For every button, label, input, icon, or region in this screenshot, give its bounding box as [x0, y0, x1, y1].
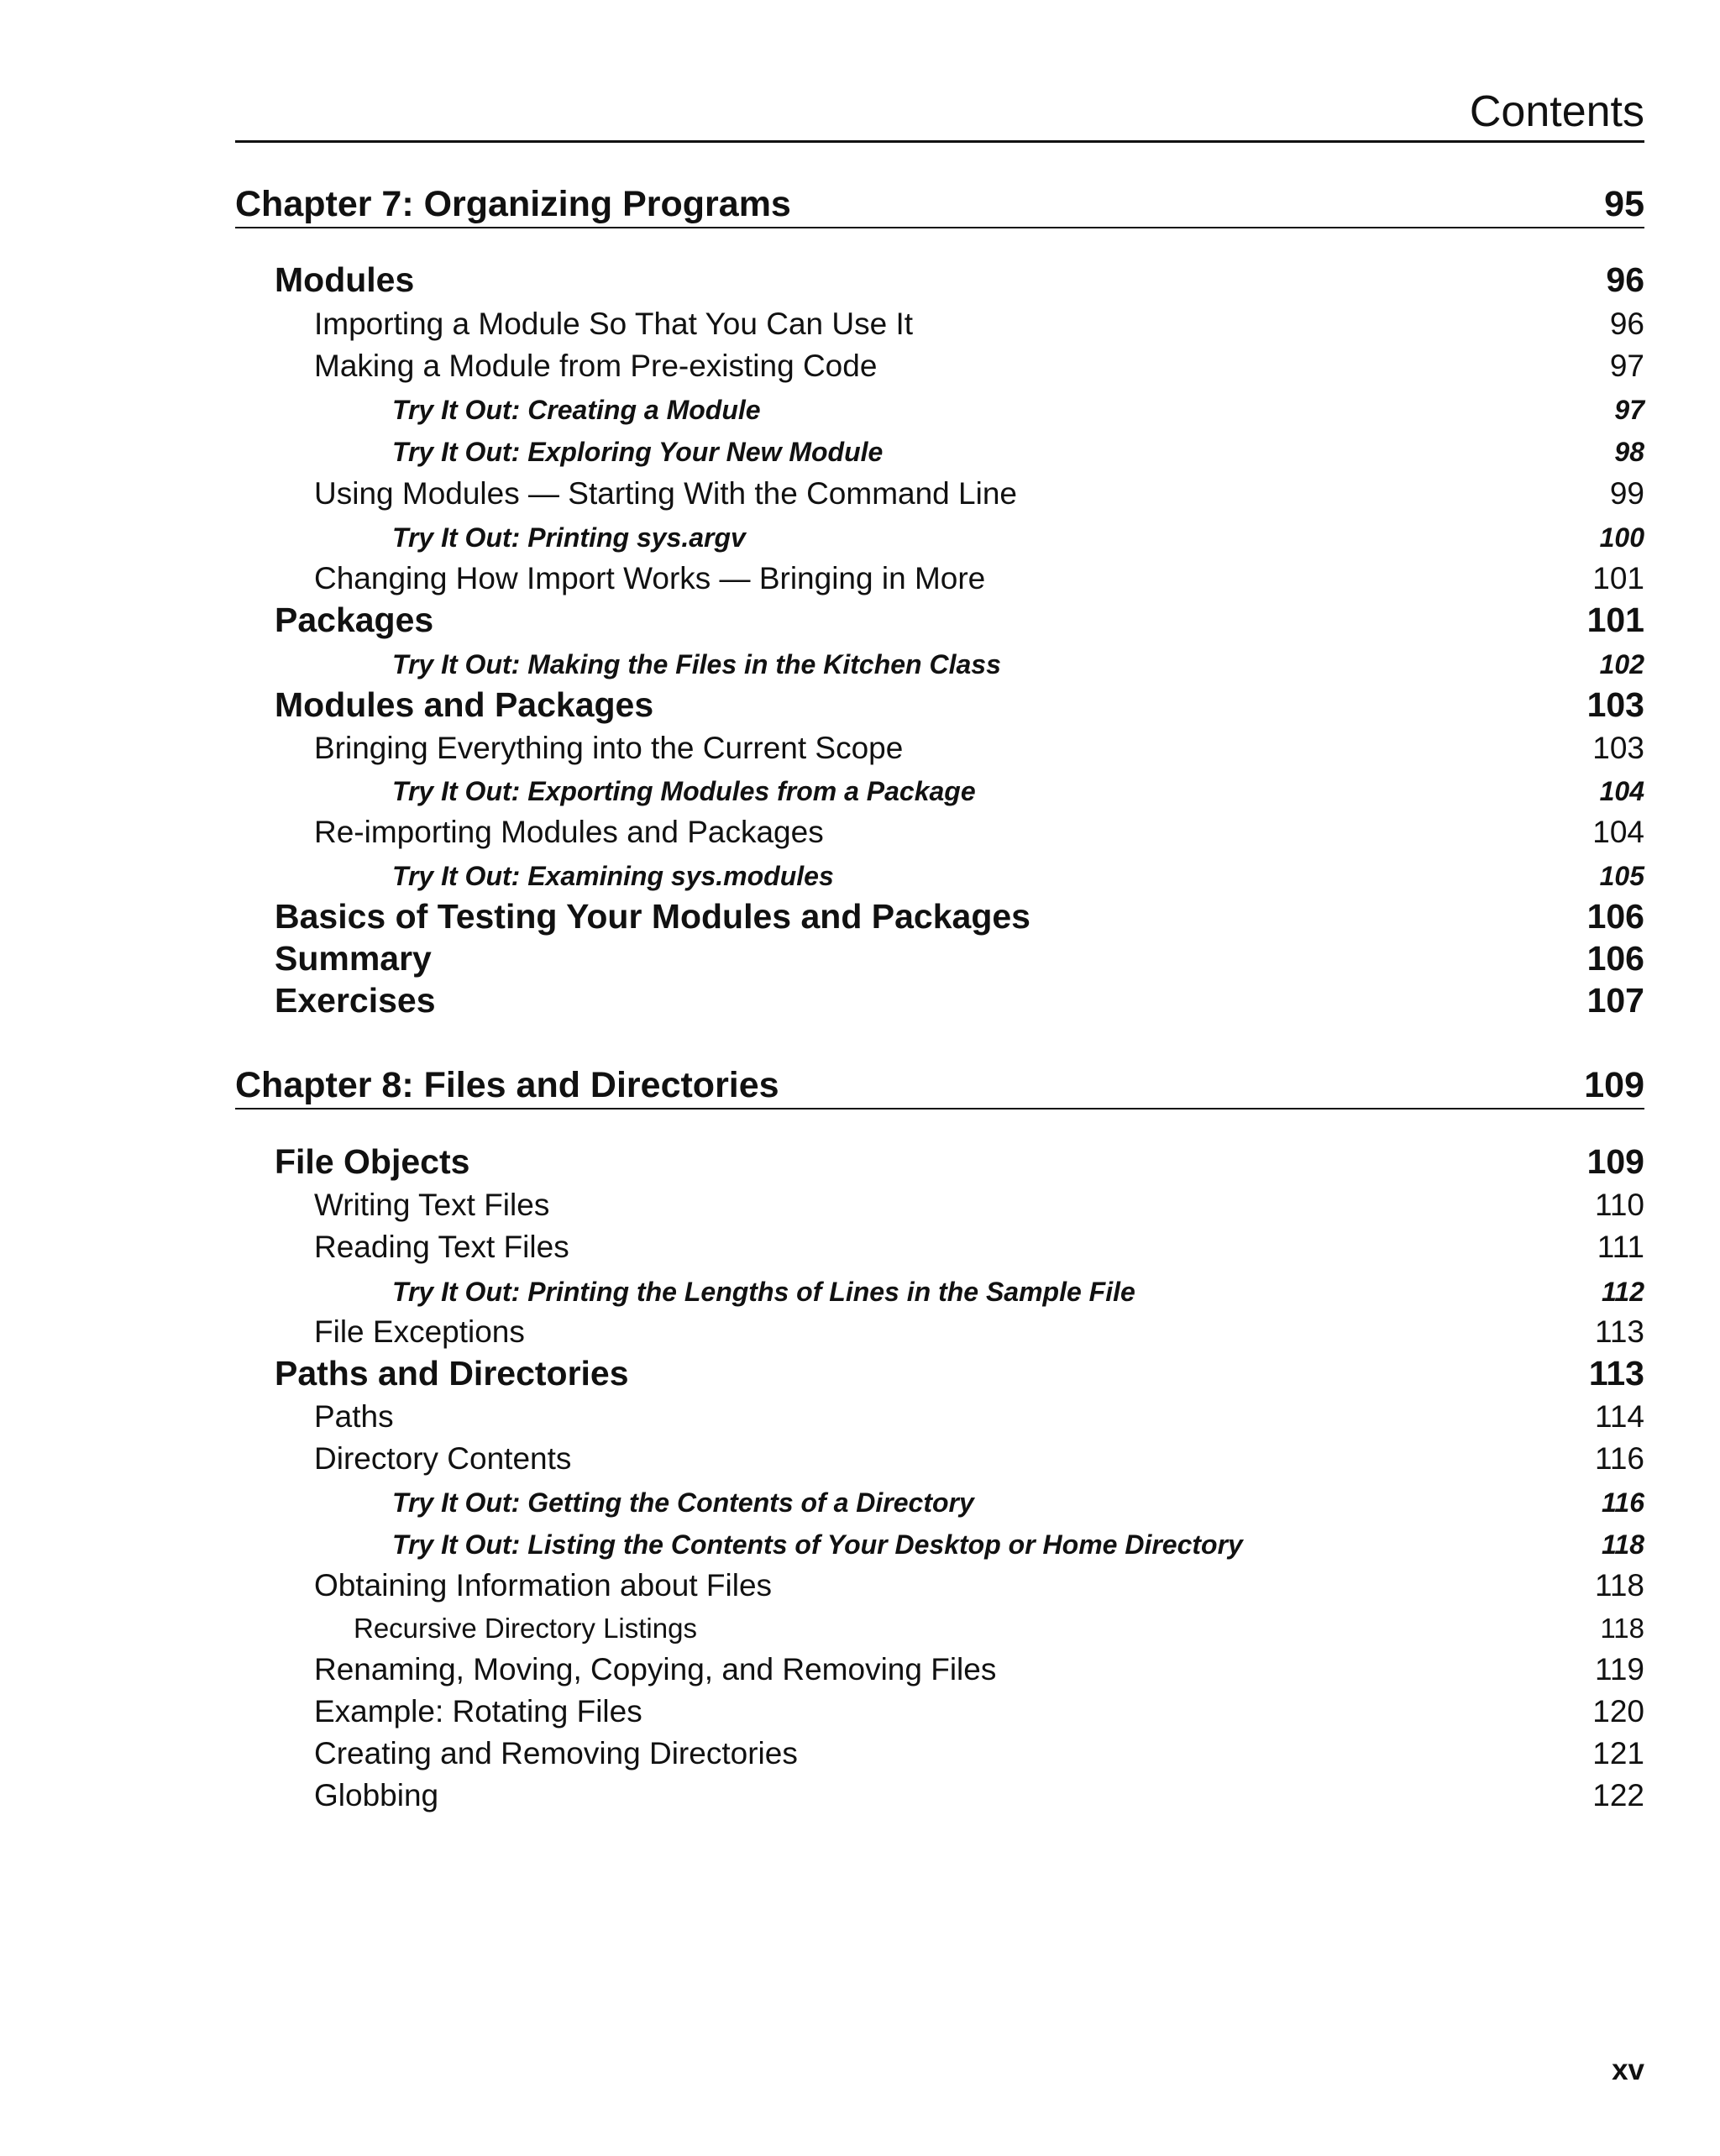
toc-entry-page: 95	[1604, 184, 1644, 224]
toc-entry[interactable]	[235, 476, 1644, 511]
toc-entry-page: 101	[1586, 601, 1644, 639]
toc-try-it-out-entry[interactable]	[235, 1487, 1644, 1519]
toc-try-it-out-entry[interactable]	[235, 522, 1644, 553]
toc-entry-title: Recursive Directory Listings	[354, 1613, 697, 1644]
toc-entry-page: 120	[1592, 1694, 1644, 1728]
toc-entry[interactable]	[235, 1314, 1644, 1350]
toc-entry[interactable]	[235, 1613, 1644, 1645]
toc-entry-page: 103	[1586, 685, 1644, 724]
toc-entry-title: Re-importing Modules and Packages	[314, 815, 824, 849]
toc-entry-page: 114	[1595, 1399, 1644, 1434]
toc-try-it-out-entry[interactable]	[235, 649, 1644, 680]
toc-entry-title: Renaming, Moving, Copying, and Removing Files	[314, 1652, 997, 1687]
toc-entry[interactable]	[235, 307, 1644, 342]
toc-entry[interactable]	[235, 1188, 1644, 1223]
toc-entry-page: 96	[1609, 307, 1644, 341]
toc-try-it-out-entry[interactable]	[235, 437, 1644, 468]
toc-entry-title: Try It Out: Making the Files in the Kitchen Class	[392, 649, 1001, 679]
toc-entry-title: Packages	[275, 601, 434, 639]
toc-entry[interactable]	[235, 897, 1644, 936]
toc-try-it-out-entry[interactable]	[235, 1529, 1644, 1561]
toc-entry-title: Summary	[275, 939, 432, 978]
toc-entry-title: Try It Out: Exploring Your New Module	[392, 437, 884, 467]
toc-entry-title: Example: Rotating Files	[314, 1694, 642, 1728]
toc-entry-page: 116	[1595, 1441, 1644, 1476]
toc-entry-title: Reading Text Files	[314, 1230, 569, 1264]
toc-entry[interactable]	[235, 815, 1644, 850]
toc-entry-page: 122	[1592, 1778, 1644, 1812]
toc-entry-page: 105	[1599, 861, 1644, 891]
toc-entry-page: 106	[1586, 939, 1644, 978]
toc-entry[interactable]	[235, 1399, 1644, 1435]
toc-entry-title: Importing a Module So That You Can Use It	[314, 307, 914, 341]
toc-entry-page: 118	[1600, 1613, 1644, 1644]
running-header	[235, 84, 1644, 143]
toc-entry[interactable]	[235, 1652, 1644, 1687]
toc-entry-page: 102	[1599, 649, 1644, 679]
toc-entry[interactable]	[235, 939, 1644, 978]
toc-entry-title: File Objects	[275, 1142, 470, 1181]
toc-entry-page: 113	[1595, 1314, 1644, 1349]
toc-entry-page: 106	[1586, 897, 1644, 936]
toc-entry-title: Modules	[275, 260, 415, 299]
toc-entry-page: 116	[1601, 1487, 1644, 1518]
toc-entry-title: Exercises	[275, 981, 436, 1020]
toc-entry[interactable]	[235, 731, 1644, 766]
toc-entry-page: 109	[1586, 1142, 1644, 1181]
toc-try-it-out-entry[interactable]	[235, 776, 1644, 807]
toc-chapter-8[interactable]	[235, 1062, 1644, 1109]
toc-entry-page: 104	[1599, 776, 1644, 806]
toc-entry-page: 99	[1609, 476, 1644, 511]
toc-entry[interactable]	[235, 1736, 1644, 1771]
toc-entry-page: 118	[1595, 1568, 1644, 1603]
toc-entry-page: 111	[1597, 1230, 1644, 1264]
toc-entry-title: Bringing Everything into the Current Scope	[314, 731, 904, 765]
toc-entry-page: 97	[1609, 349, 1644, 383]
toc-entry-title: Paths	[314, 1399, 394, 1434]
page-number: xv	[1612, 2054, 1644, 2086]
toc-entry-page: 97	[1614, 395, 1644, 425]
toc-entry-page: 113	[1588, 1354, 1644, 1393]
toc-entry-title: Directory Contents	[314, 1441, 572, 1476]
toc-entry[interactable]	[235, 1568, 1644, 1603]
toc-entry-title: Globbing	[314, 1778, 439, 1812]
toc-entry-page: 110	[1595, 1188, 1644, 1222]
toc-entry-title: Paths and Directories	[275, 1354, 629, 1393]
toc-entry-page: 107	[1586, 981, 1644, 1020]
toc-entry-page: 96	[1606, 260, 1644, 299]
toc-try-it-out-entry[interactable]	[235, 861, 1644, 892]
toc-entry[interactable]	[235, 349, 1644, 384]
toc-entry-title: Try It Out: Exporting Modules from a Package	[392, 776, 976, 806]
toc-entry[interactable]	[235, 1441, 1644, 1477]
toc-entry-title: Try It Out: Creating a Module	[392, 395, 761, 425]
toc-entry-page: 103	[1592, 731, 1644, 765]
toc-entry-page: 101	[1592, 561, 1644, 595]
toc-entry-page: 121	[1592, 1736, 1644, 1770]
toc-entry-page: 109	[1584, 1065, 1644, 1105]
running-header-title: Contents	[1469, 87, 1644, 136]
toc-entry-title: Using Modules — Starting With the Command Line	[314, 476, 1017, 511]
toc-entry-page: 98	[1614, 437, 1644, 467]
toc-try-it-out-entry[interactable]	[235, 1277, 1644, 1308]
toc-entry-title: Try It Out: Examining sys.modules	[392, 861, 834, 891]
toc-entry[interactable]	[235, 260, 1644, 300]
toc-entry-title: Chapter 8: Files and Directories	[235, 1065, 779, 1105]
toc-entry[interactable]	[235, 1694, 1644, 1729]
toc-entry-title: File Exceptions	[314, 1314, 525, 1349]
toc-entry-title: Try It Out: Printing sys.argv	[392, 522, 746, 553]
toc-entry-title: Chapter 7: Organizing Programs	[235, 184, 791, 224]
toc-entry[interactable]	[235, 561, 1644, 596]
toc-entry-title: Writing Text Files	[314, 1188, 550, 1222]
toc-entry-page: 100	[1599, 522, 1644, 553]
toc-entry[interactable]	[235, 1142, 1644, 1182]
toc-entry[interactable]	[235, 1230, 1644, 1265]
toc-entry-title: Try It Out: Listing the Contents of Your Desktop or Home Directory	[392, 1529, 1243, 1560]
toc-entry-title: Try It Out: Printing the Lengths of Lines in the Sample File	[392, 1277, 1135, 1307]
toc-entry-page: 104	[1592, 815, 1644, 849]
toc-entry-title: Making a Module from Pre-existing Code	[314, 349, 878, 383]
toc-entry[interactable]	[235, 1778, 1644, 1813]
toc-try-it-out-entry[interactable]	[235, 395, 1644, 426]
toc-entry-page: 112	[1601, 1277, 1644, 1307]
toc-entry-page: 119	[1595, 1652, 1644, 1687]
toc-entry-title: Try It Out: Getting the Contents of a Directory	[392, 1487, 974, 1518]
toc-entry-title: Basics of Testing Your Modules and Packages	[275, 897, 1030, 936]
toc-entry-page: 118	[1601, 1529, 1644, 1560]
toc-entry-title: Modules and Packages	[275, 685, 654, 724]
toc-chapter-7[interactable]	[235, 181, 1644, 228]
toc-entry-title: Creating and Removing Directories	[314, 1736, 798, 1770]
toc-entry-title: Obtaining Information about Files	[314, 1568, 773, 1603]
toc-entry-title: Changing How Import Works — Bringing in More	[314, 561, 986, 595]
toc-entry[interactable]	[235, 1354, 1644, 1393]
toc-entry[interactable]	[235, 685, 1644, 725]
toc-entry[interactable]	[235, 981, 1644, 1020]
toc-entry[interactable]	[235, 601, 1644, 640]
